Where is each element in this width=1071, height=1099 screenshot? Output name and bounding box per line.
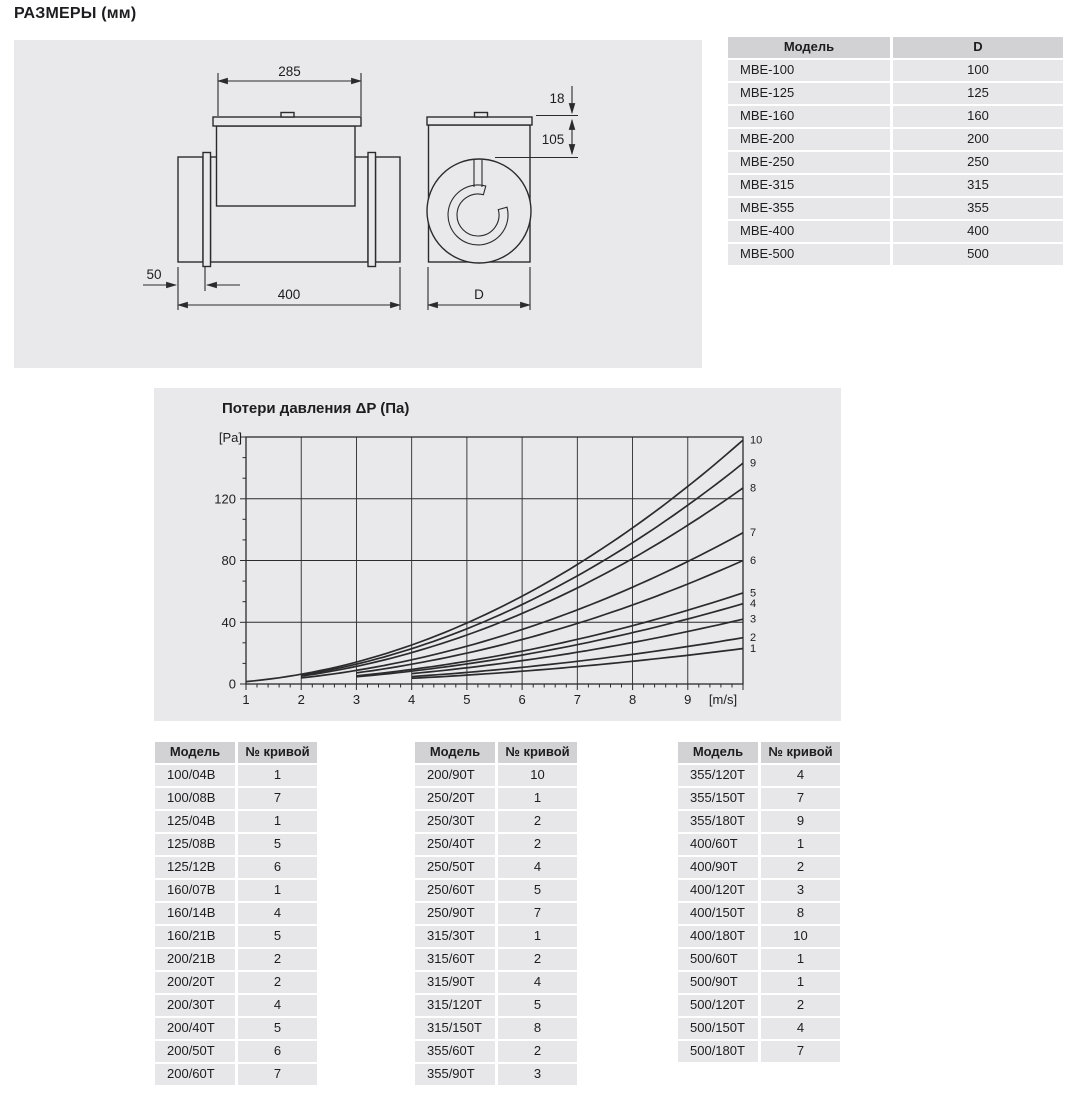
table-row xyxy=(155,972,317,993)
table-cell: 315/150T xyxy=(415,1018,495,1039)
svg-text:7: 7 xyxy=(750,527,757,540)
table-row xyxy=(415,1041,577,1062)
table-cell: 160/21B xyxy=(155,926,235,947)
table-cell: 200/40T xyxy=(155,1018,235,1039)
curve-table-1 xyxy=(155,742,317,1087)
table-cell: 8 xyxy=(761,903,840,924)
table-header-row xyxy=(678,742,840,763)
svg-text:2: 2 xyxy=(297,692,305,707)
table-cell: 500 xyxy=(893,244,1063,265)
table-row xyxy=(678,1041,840,1062)
table-row xyxy=(415,834,577,855)
table-row xyxy=(678,995,840,1016)
table-cell: 1 xyxy=(238,880,317,901)
table-cell: 1 xyxy=(498,926,577,947)
table-cell: 2 xyxy=(238,949,317,970)
table-row xyxy=(678,834,840,855)
chart-title: Потери давления ΔP (Па) xyxy=(222,400,410,417)
table-cell: 250/20T xyxy=(415,788,495,809)
table-cell: МВЕ-500 xyxy=(728,244,890,265)
table-row xyxy=(728,175,1063,196)
table-cell: 250/60T xyxy=(415,880,495,901)
dim-label-105: 105 xyxy=(541,132,565,147)
table-row xyxy=(728,106,1063,127)
table-cell: 1 xyxy=(761,834,840,855)
table-header-row xyxy=(728,37,1063,58)
column-header: Модель xyxy=(728,37,890,58)
table-cell: 1 xyxy=(761,949,840,970)
table-row xyxy=(678,788,840,809)
table-cell: 250/50T xyxy=(415,857,495,878)
table-cell: МВЕ-250 xyxy=(728,152,890,173)
table-cell: 2 xyxy=(498,949,577,970)
table-cell: 500/150T xyxy=(678,1018,758,1039)
table-cell: МВЕ-125 xyxy=(728,83,890,104)
column-header: № кривой xyxy=(761,742,840,763)
table-cell: МВЕ-315 xyxy=(728,175,890,196)
table-row xyxy=(155,995,317,1016)
dim-label-D: D xyxy=(474,287,484,302)
table-row xyxy=(155,788,317,809)
table-cell: МВЕ-200 xyxy=(728,129,890,150)
table-row xyxy=(415,765,577,786)
table-row xyxy=(155,765,317,786)
table-cell: 10 xyxy=(761,926,840,947)
table-cell: 355/60T xyxy=(415,1041,495,1062)
table-cell: 7 xyxy=(761,1041,840,1062)
table-cell: 500/60T xyxy=(678,949,758,970)
table-cell: 4 xyxy=(761,1018,840,1039)
table-cell: 1 xyxy=(238,811,317,832)
table-cell: 4 xyxy=(238,995,317,1016)
table-row xyxy=(678,880,840,901)
dim-label-50: 50 xyxy=(146,267,162,282)
table-header-row xyxy=(415,742,577,763)
table-cell: 5 xyxy=(238,834,317,855)
table-row xyxy=(678,811,840,832)
table-cell: 1 xyxy=(238,765,317,786)
duct-heater-drawing xyxy=(14,40,702,368)
table-cell: 355 xyxy=(893,198,1063,219)
table-row xyxy=(155,811,317,832)
table-cell: 125/12B xyxy=(155,857,235,878)
table-row xyxy=(155,1064,317,1085)
svg-text:3: 3 xyxy=(352,692,361,707)
table-row xyxy=(415,1064,577,1085)
table-row xyxy=(415,926,577,947)
table-cell: 2 xyxy=(761,995,840,1016)
pressure-loss-chart-panel xyxy=(154,388,841,721)
table-row xyxy=(155,926,317,947)
table-cell: 2 xyxy=(498,811,577,832)
svg-text:9: 9 xyxy=(750,457,757,470)
table-cell: 315/120T xyxy=(415,995,495,1016)
table-cell: 5 xyxy=(238,926,317,947)
table-row xyxy=(155,949,317,970)
table-cell: 125 xyxy=(893,83,1063,104)
table-cell: 1 xyxy=(498,788,577,809)
table-row xyxy=(415,949,577,970)
table-row xyxy=(415,880,577,901)
duct-opening-circle xyxy=(427,159,531,263)
table-row xyxy=(728,129,1063,150)
table-cell: 2 xyxy=(761,857,840,878)
table-row xyxy=(678,926,840,947)
table-cell: 315/90T xyxy=(415,972,495,993)
column-header: № кривой xyxy=(238,742,317,763)
table-cell: МВЕ-100 xyxy=(728,60,890,81)
table-cell: 4 xyxy=(761,765,840,786)
table-cell: 400/90T xyxy=(678,857,758,878)
table-row xyxy=(678,972,840,993)
table-cell: 500/90T xyxy=(678,972,758,993)
column-header: Модель xyxy=(415,742,495,763)
table-row xyxy=(678,903,840,924)
table-row xyxy=(678,949,840,970)
table-cell: 250/90T xyxy=(415,903,495,924)
table-cell: 5 xyxy=(238,1018,317,1039)
table-row xyxy=(678,1018,840,1039)
table-cell: 200/60T xyxy=(155,1064,235,1085)
table-cell: 355/120T xyxy=(678,765,758,786)
table-cell: 200/50T xyxy=(155,1041,235,1062)
table-row xyxy=(728,83,1063,104)
table-cell: 400/150T xyxy=(678,903,758,924)
table-cell: 355/150T xyxy=(678,788,758,809)
svg-text:10: 10 xyxy=(750,434,763,447)
table-cell: 8 xyxy=(498,1018,577,1039)
table-cell: 315 xyxy=(893,175,1063,196)
svg-text:8: 8 xyxy=(628,692,637,707)
table-cell: 4 xyxy=(238,903,317,924)
table-row xyxy=(415,788,577,809)
table-cell: 125/08B xyxy=(155,834,235,855)
table-cell: 250 xyxy=(893,152,1063,173)
table-cell: 160/07B xyxy=(155,880,235,901)
table-cell: 355/180T xyxy=(678,811,758,832)
table-cell: 250/30T xyxy=(415,811,495,832)
table-cell: 200/21B xyxy=(155,949,235,970)
table-row xyxy=(155,834,317,855)
table-cell: МВЕ-400 xyxy=(728,221,890,242)
table-row xyxy=(415,995,577,1016)
svg-text:7: 7 xyxy=(573,692,581,707)
svg-text:[Pa]: [Pa] xyxy=(218,430,242,445)
svg-text:0: 0 xyxy=(228,676,236,692)
table-cell: 7 xyxy=(238,1064,317,1085)
table-row xyxy=(415,1018,577,1039)
table-cell: 400 xyxy=(893,221,1063,242)
table-cell: МВЕ-355 xyxy=(728,198,890,219)
dim-label-18: 18 xyxy=(549,91,565,106)
svg-text:9: 9 xyxy=(684,692,692,707)
side-view-drawing xyxy=(143,64,400,310)
table-cell: 400/60T xyxy=(678,834,758,855)
model-diameter-table xyxy=(728,37,1063,267)
table-cell: 3 xyxy=(761,880,840,901)
table-cell: 500/180T xyxy=(678,1041,758,1062)
table-row xyxy=(728,60,1063,81)
table-row xyxy=(155,880,317,901)
table-cell: 400/180T xyxy=(678,926,758,947)
table-row xyxy=(728,244,1063,265)
table-cell: 6 xyxy=(238,1041,317,1062)
table-row xyxy=(415,857,577,878)
table-row xyxy=(415,972,577,993)
table-cell: 2 xyxy=(498,1041,577,1062)
curve-table-3 xyxy=(678,742,840,1064)
table-row xyxy=(155,903,317,924)
svg-text:5: 5 xyxy=(463,692,471,707)
table-cell: 200/90T xyxy=(415,765,495,786)
curve-table-2 xyxy=(415,742,577,1087)
svg-text:40: 40 xyxy=(221,614,236,630)
table-cell: 315/60T xyxy=(415,949,495,970)
svg-text:3: 3 xyxy=(750,613,757,626)
svg-text:5: 5 xyxy=(750,587,757,600)
table-cell: 125/04B xyxy=(155,811,235,832)
table-row xyxy=(155,1018,317,1039)
front-view-drawing xyxy=(427,86,578,310)
table-header-row xyxy=(155,742,317,763)
svg-text:[m/s]: [m/s] xyxy=(708,692,738,707)
column-header: Модель xyxy=(678,742,758,763)
table-cell: 2 xyxy=(498,834,577,855)
table-row xyxy=(415,811,577,832)
table-cell: 4 xyxy=(498,972,577,993)
table-cell: 9 xyxy=(761,811,840,832)
svg-text:4: 4 xyxy=(408,692,416,707)
table-row xyxy=(678,857,840,878)
table-row xyxy=(728,198,1063,219)
svg-text:8: 8 xyxy=(750,482,757,495)
column-header: D xyxy=(893,37,1063,58)
svg-text:80: 80 xyxy=(221,553,236,568)
table-cell: 100/08B xyxy=(155,788,235,809)
pressure-loss-chart xyxy=(154,388,841,721)
table-cell: 200/30T xyxy=(155,995,235,1016)
svg-text:120: 120 xyxy=(214,491,236,507)
table-cell: 7 xyxy=(498,903,577,924)
table-cell: 1 xyxy=(761,972,840,993)
table-cell: 355/90T xyxy=(415,1064,495,1085)
svg-text:1: 1 xyxy=(750,643,757,655)
column-header: № кривой xyxy=(498,742,577,763)
svg-text:6: 6 xyxy=(750,555,757,567)
dim-label-400: 400 xyxy=(277,287,301,302)
svg-text:2: 2 xyxy=(750,632,757,645)
table-cell: 160 xyxy=(893,106,1063,127)
table-cell: 100 xyxy=(893,60,1063,81)
table-row xyxy=(155,857,317,878)
table-cell: 315/30T xyxy=(415,926,495,947)
table-cell: МВЕ-160 xyxy=(728,106,890,127)
table-cell: 2 xyxy=(238,972,317,993)
table-cell: 6 xyxy=(238,857,317,878)
svg-text:1: 1 xyxy=(242,692,250,707)
table-cell: 250/40T xyxy=(415,834,495,855)
table-cell: 4 xyxy=(498,857,577,878)
table-cell: 10 xyxy=(498,765,577,786)
dim-label-285: 285 xyxy=(278,64,301,79)
table-cell: 7 xyxy=(238,788,317,809)
dimensions-drawing-panel xyxy=(14,40,702,368)
table-row xyxy=(155,1041,317,1062)
table-cell: 7 xyxy=(761,788,840,809)
table-cell: 200 xyxy=(893,129,1063,150)
table-row xyxy=(728,152,1063,173)
table-cell: 400/120T xyxy=(678,880,758,901)
table-cell: 500/120T xyxy=(678,995,758,1016)
table-cell: 100/04B xyxy=(155,765,235,786)
table-cell: 160/14B xyxy=(155,903,235,924)
column-header: Модель xyxy=(155,742,235,763)
table-row xyxy=(728,221,1063,242)
table-cell: 5 xyxy=(498,995,577,1016)
svg-text:6: 6 xyxy=(518,692,526,707)
table-cell: 200/20T xyxy=(155,972,235,993)
svg-text:4: 4 xyxy=(750,598,757,611)
table-cell: 5 xyxy=(498,880,577,901)
table-row xyxy=(678,765,840,786)
table-row xyxy=(415,903,577,924)
page-title: РАЗМЕРЫ (мм) xyxy=(14,5,137,22)
table-cell: 3 xyxy=(498,1064,577,1085)
